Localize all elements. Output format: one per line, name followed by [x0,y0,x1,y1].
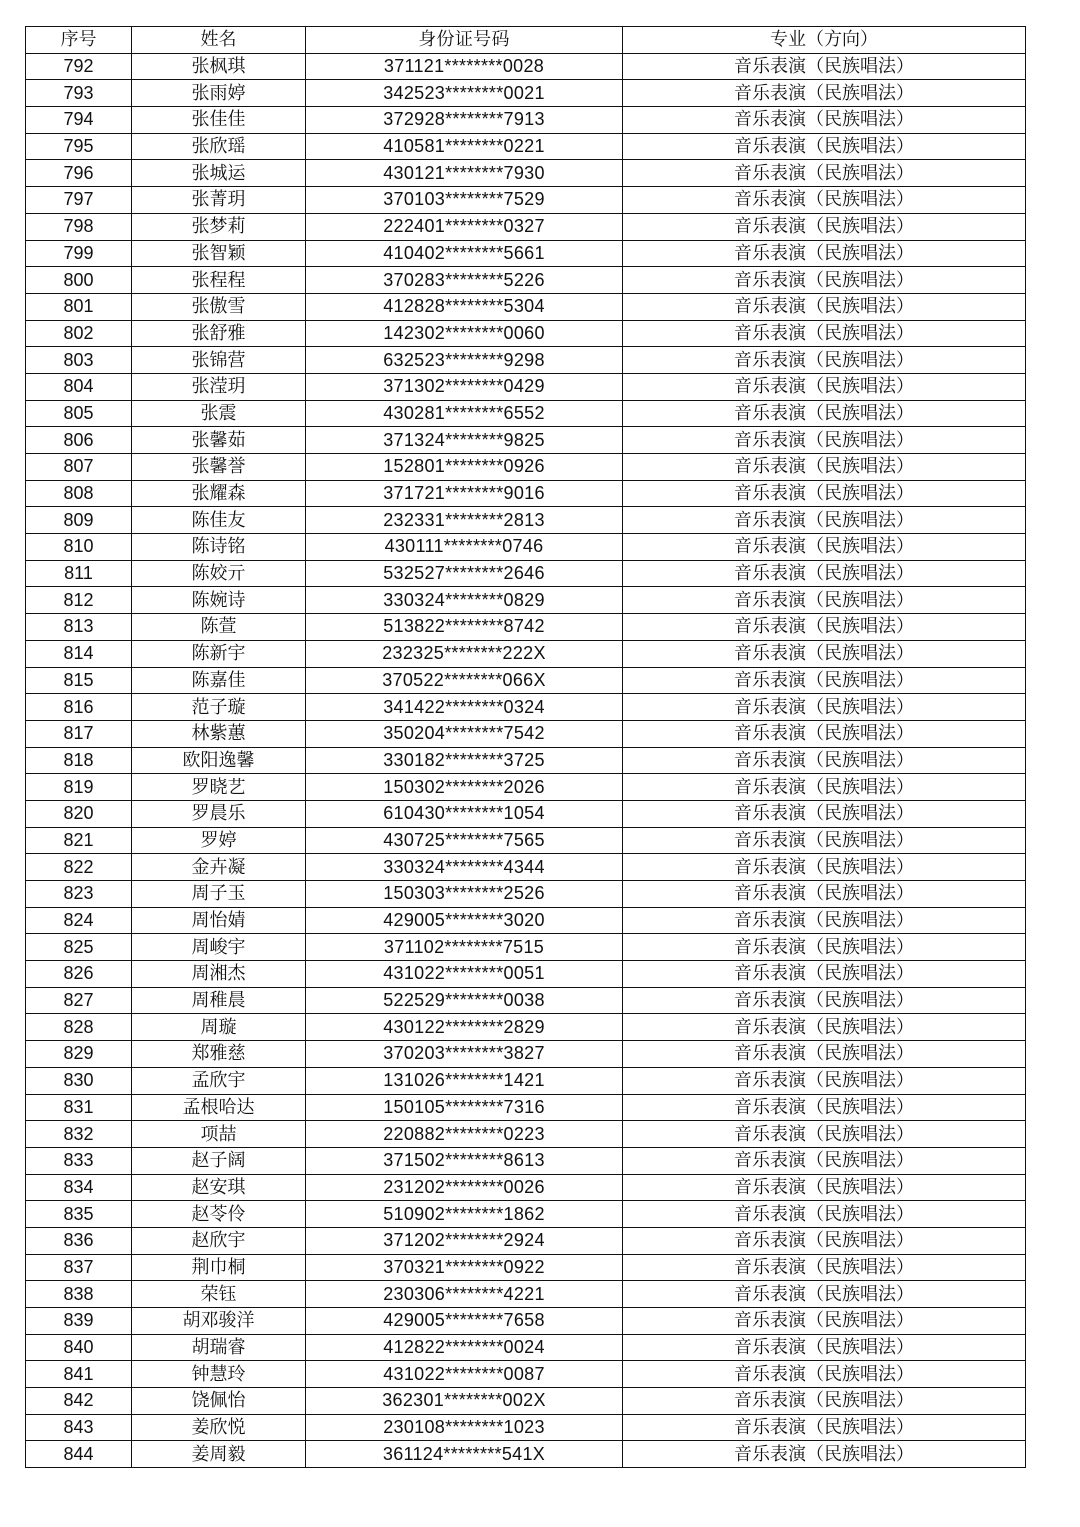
table-row [26,987,1026,1014]
cell-name: 张震 [132,400,306,427]
cell-no: 793 [26,80,132,107]
cell-id: 330324********4344 [306,854,623,881]
cell-major: 音乐表演（民族唱法） [623,667,1026,694]
table-row [26,854,1026,881]
cell-major: 音乐表演（民族唱法） [623,347,1026,374]
header-no: 序号 [26,27,132,54]
cell-name: 陈婉诗 [132,587,306,614]
cell-major: 音乐表演（民族唱法） [623,854,1026,881]
cell-no: 802 [26,320,132,347]
cell-id: 429005********7658 [306,1308,623,1335]
cell-no: 804 [26,373,132,400]
cell-no: 834 [26,1174,132,1201]
cell-id: 362301********002X [306,1388,623,1415]
table-row [26,347,1026,374]
table-row [26,1174,1026,1201]
cell-no: 799 [26,240,132,267]
cell-no: 810 [26,534,132,561]
cell-name: 金卉凝 [132,854,306,881]
cell-major: 音乐表演（民族唱法） [623,1334,1026,1361]
cell-major: 音乐表演（民族唱法） [623,213,1026,240]
cell-name: 张程程 [132,267,306,294]
cell-no: 819 [26,774,132,801]
table-row [26,1094,1026,1121]
cell-id: 371721********9016 [306,480,623,507]
cell-major: 音乐表演（民族唱法） [623,934,1026,961]
cell-name: 孟欣宇 [132,1067,306,1094]
cell-name: 张耀森 [132,480,306,507]
cell-name: 荣钰 [132,1281,306,1308]
cell-no: 801 [26,293,132,320]
cell-name: 姜周毅 [132,1441,306,1468]
cell-id: 430111********0746 [306,534,623,561]
cell-id: 430281********6552 [306,400,623,427]
cell-major: 音乐表演（民族唱法） [623,1361,1026,1388]
cell-id: 430725********7565 [306,827,623,854]
cell-no: 813 [26,614,132,641]
cell-major: 音乐表演（民族唱法） [623,827,1026,854]
cell-name: 罗晨乐 [132,800,306,827]
cell-major: 音乐表演（民族唱法） [623,747,1026,774]
cell-major: 音乐表演（民族唱法） [623,534,1026,561]
cell-no: 808 [26,480,132,507]
cell-name: 张智颖 [132,240,306,267]
cell-no: 807 [26,454,132,481]
cell-major: 音乐表演（民族唱法） [623,987,1026,1014]
cell-id: 412828********5304 [306,293,623,320]
table-row [26,187,1026,214]
cell-major: 音乐表演（民族唱法） [623,1308,1026,1335]
cell-name: 欧阳逸馨 [132,747,306,774]
cell-no: 812 [26,587,132,614]
cell-name: 姜欣悦 [132,1414,306,1441]
cell-id: 410581********0221 [306,133,623,160]
cell-name: 张馨茹 [132,427,306,454]
cell-id: 532527********2646 [306,560,623,587]
cell-id: 431022********0051 [306,961,623,988]
cell-id: 430122********2829 [306,1014,623,1041]
cell-major: 音乐表演（民族唱法） [623,614,1026,641]
table-row [26,373,1026,400]
table-row [26,427,1026,454]
table-row [26,1361,1026,1388]
cell-name: 周湘杰 [132,961,306,988]
cell-major: 音乐表演（民族唱法） [623,480,1026,507]
cell-no: 835 [26,1201,132,1228]
table-row [26,160,1026,187]
cell-id: 231202********0026 [306,1174,623,1201]
table-row [26,667,1026,694]
cell-major: 音乐表演（民族唱法） [623,160,1026,187]
table-row [26,881,1026,908]
cell-id: 370203********3827 [306,1041,623,1068]
table-row [26,80,1026,107]
cell-major: 音乐表演（民族唱法） [623,907,1026,934]
cell-name: 赵欣宇 [132,1227,306,1254]
table-row [26,133,1026,160]
cell-no: 816 [26,694,132,721]
cell-no: 828 [26,1014,132,1041]
cell-major: 音乐表演（民族唱法） [623,1174,1026,1201]
table-row [26,534,1026,561]
cell-no: 820 [26,800,132,827]
cell-name: 张傲雪 [132,293,306,320]
cell-name: 张梦莉 [132,213,306,240]
cell-id: 370321********0922 [306,1254,623,1281]
table-row [26,1334,1026,1361]
table-row [26,400,1026,427]
cell-id: 510902********1862 [306,1201,623,1228]
header-major: 专业（方向） [623,27,1026,54]
table-row [26,1041,1026,1068]
cell-name: 张城运 [132,160,306,187]
cell-id: 410402********5661 [306,240,623,267]
cell-id: 513822********8742 [306,614,623,641]
cell-no: 809 [26,507,132,534]
cell-id: 610430********1054 [306,800,623,827]
cell-id: 222401********0327 [306,213,623,240]
cell-id: 371502********8613 [306,1147,623,1174]
table-row [26,1201,1026,1228]
cell-no: 822 [26,854,132,881]
cell-major: 音乐表演（民族唱法） [623,1067,1026,1094]
table-row [26,1441,1026,1468]
table-row [26,480,1026,507]
cell-name: 张滢玥 [132,373,306,400]
cell-major: 音乐表演（民族唱法） [623,881,1026,908]
cell-major: 音乐表演（民族唱法） [623,187,1026,214]
table-row [26,587,1026,614]
cell-name: 项喆 [132,1121,306,1148]
cell-major: 音乐表演（民族唱法） [623,720,1026,747]
table-row [26,267,1026,294]
cell-name: 赵安琪 [132,1174,306,1201]
table-row [26,213,1026,240]
table-row [26,1281,1026,1308]
cell-name: 陈萱 [132,614,306,641]
cell-name: 郑雅慈 [132,1041,306,1068]
cell-no: 841 [26,1361,132,1388]
cell-id: 370103********7529 [306,187,623,214]
cell-name: 饶佩怡 [132,1388,306,1415]
table-row [26,907,1026,934]
cell-no: 838 [26,1281,132,1308]
cell-major: 音乐表演（民族唱法） [623,587,1026,614]
cell-id: 370283********5226 [306,267,623,294]
cell-no: 844 [26,1441,132,1468]
cell-major: 音乐表演（民族唱法） [623,240,1026,267]
header-id: 身份证号码 [306,27,623,54]
cell-name: 陈诗铭 [132,534,306,561]
cell-id: 370522********066X [306,667,623,694]
cell-name: 张锦营 [132,347,306,374]
table-row [26,1308,1026,1335]
cell-name: 张菁玥 [132,187,306,214]
cell-no: 795 [26,133,132,160]
cell-major: 音乐表演（民族唱法） [623,267,1026,294]
cell-no: 842 [26,1388,132,1415]
cell-major: 音乐表演（民族唱法） [623,694,1026,721]
table-row [26,614,1026,641]
cell-no: 806 [26,427,132,454]
cell-major: 音乐表演（民族唱法） [623,640,1026,667]
table-body [26,53,1026,1467]
cell-name: 陈嘉佳 [132,667,306,694]
cell-id: 330324********0829 [306,587,623,614]
cell-name: 张雨婷 [132,80,306,107]
cell-name: 胡瑞睿 [132,1334,306,1361]
cell-major: 音乐表演（民族唱法） [623,1094,1026,1121]
cell-id: 342523********0021 [306,80,623,107]
cell-name: 罗晓艺 [132,774,306,801]
cell-major: 音乐表演（民族唱法） [623,774,1026,801]
table-row [26,507,1026,534]
cell-major: 音乐表演（民族唱法） [623,1414,1026,1441]
cell-major: 音乐表演（民族唱法） [623,1254,1026,1281]
table-row [26,694,1026,721]
cell-name: 胡邓骏洋 [132,1308,306,1335]
cell-id: 429005********3020 [306,907,623,934]
cell-id: 152801********0926 [306,454,623,481]
cell-no: 832 [26,1121,132,1148]
cell-major: 音乐表演（民族唱法） [623,133,1026,160]
cell-major: 音乐表演（民族唱法） [623,427,1026,454]
cell-no: 811 [26,560,132,587]
cell-major: 音乐表演（民族唱法） [623,1388,1026,1415]
table-row [26,1067,1026,1094]
cell-id: 341422********0324 [306,694,623,721]
cell-id: 371121********0028 [306,53,623,80]
cell-name: 周怡婧 [132,907,306,934]
cell-id: 150302********2026 [306,774,623,801]
cell-no: 833 [26,1147,132,1174]
cell-no: 826 [26,961,132,988]
cell-id: 232331********2813 [306,507,623,534]
cell-id: 232325********222X [306,640,623,667]
cell-no: 796 [26,160,132,187]
table-header-row [26,27,1026,54]
cell-id: 412822********0024 [306,1334,623,1361]
cell-no: 823 [26,881,132,908]
table-row [26,800,1026,827]
cell-major: 音乐表演（民族唱法） [623,373,1026,400]
table-row [26,560,1026,587]
cell-id: 430121********7930 [306,160,623,187]
cell-name: 张枫琪 [132,53,306,80]
table-row [26,107,1026,134]
cell-major: 音乐表演（民族唱法） [623,1014,1026,1041]
cell-major: 音乐表演（民族唱法） [623,800,1026,827]
cell-name: 陈姣亓 [132,560,306,587]
cell-major: 音乐表演（民族唱法） [623,1121,1026,1148]
cell-name: 陈佳友 [132,507,306,534]
cell-major: 音乐表演（民族唱法） [623,53,1026,80]
table-row [26,1388,1026,1415]
table-row [26,961,1026,988]
cell-major: 音乐表演（民族唱法） [623,400,1026,427]
cell-major: 音乐表演（民族唱法） [623,1041,1026,1068]
cell-name: 孟根哈达 [132,1094,306,1121]
cell-no: 800 [26,267,132,294]
cell-no: 814 [26,640,132,667]
cell-no: 818 [26,747,132,774]
table-row [26,774,1026,801]
table-row [26,1414,1026,1441]
table-row [26,454,1026,481]
cell-major: 音乐表演（民族唱法） [623,961,1026,988]
cell-id: 330182********3725 [306,747,623,774]
cell-id: 371102********7515 [306,934,623,961]
cell-name: 张馨誉 [132,454,306,481]
cell-name: 林紫蕙 [132,720,306,747]
cell-name: 荆巾桐 [132,1254,306,1281]
cell-name: 钟慧玲 [132,1361,306,1388]
cell-major: 音乐表演（民族唱法） [623,1147,1026,1174]
cell-no: 843 [26,1414,132,1441]
cell-major: 音乐表演（民族唱法） [623,454,1026,481]
cell-id: 350204********7542 [306,720,623,747]
cell-no: 840 [26,1334,132,1361]
table-row [26,320,1026,347]
cell-major: 音乐表演（民族唱法） [623,1281,1026,1308]
cell-no: 794 [26,107,132,134]
cell-no: 797 [26,187,132,214]
cell-no: 830 [26,1067,132,1094]
cell-no: 831 [26,1094,132,1121]
cell-id: 361124********541X [306,1441,623,1468]
cell-name: 罗婷 [132,827,306,854]
cell-no: 792 [26,53,132,80]
table-row [26,827,1026,854]
table-row [26,1014,1026,1041]
cell-id: 371302********0429 [306,373,623,400]
table-row [26,240,1026,267]
cell-id: 230108********1023 [306,1414,623,1441]
table-row [26,1254,1026,1281]
cell-name: 周峻宇 [132,934,306,961]
header-name: 姓名 [132,27,306,54]
cell-name: 张舒雅 [132,320,306,347]
cell-no: 798 [26,213,132,240]
cell-major: 音乐表演（民族唱法） [623,1227,1026,1254]
cell-id: 632523********9298 [306,347,623,374]
cell-no: 824 [26,907,132,934]
cell-major: 音乐表演（民族唱法） [623,320,1026,347]
cell-name: 张佳佳 [132,107,306,134]
cell-no: 829 [26,1041,132,1068]
cell-name: 周璇 [132,1014,306,1041]
table-row [26,934,1026,961]
table-row [26,293,1026,320]
cell-id: 150105********7316 [306,1094,623,1121]
cell-major: 音乐表演（民族唱法） [623,507,1026,534]
cell-id: 371324********9825 [306,427,623,454]
table-row [26,747,1026,774]
cell-no: 825 [26,934,132,961]
cell-no: 815 [26,667,132,694]
cell-major: 音乐表演（民族唱法） [623,1201,1026,1228]
cell-no: 817 [26,720,132,747]
cell-major: 音乐表演（民族唱法） [623,1441,1026,1468]
cell-id: 431022********0087 [306,1361,623,1388]
table-row [26,1147,1026,1174]
cell-no: 827 [26,987,132,1014]
cell-no: 803 [26,347,132,374]
admission-list-table [25,26,1026,1468]
cell-id: 371202********2924 [306,1227,623,1254]
cell-id: 142302********0060 [306,320,623,347]
cell-id: 220882********0223 [306,1121,623,1148]
cell-major: 音乐表演（民族唱法） [623,560,1026,587]
cell-no: 805 [26,400,132,427]
cell-major: 音乐表演（民族唱法） [623,80,1026,107]
cell-no: 837 [26,1254,132,1281]
table-row [26,640,1026,667]
cell-no: 836 [26,1227,132,1254]
table-row [26,53,1026,80]
cell-id: 131026********1421 [306,1067,623,1094]
cell-no: 839 [26,1308,132,1335]
table-row [26,1227,1026,1254]
cell-name: 陈新宇 [132,640,306,667]
cell-id: 522529********0038 [306,987,623,1014]
cell-major: 音乐表演（民族唱法） [623,107,1026,134]
cell-id: 230306********4221 [306,1281,623,1308]
table-row [26,1121,1026,1148]
cell-name: 周子玉 [132,881,306,908]
cell-name: 周稚晨 [132,987,306,1014]
cell-no: 821 [26,827,132,854]
cell-name: 赵子阔 [132,1147,306,1174]
table-row [26,720,1026,747]
cell-id: 150303********2526 [306,881,623,908]
cell-id: 372928********7913 [306,107,623,134]
cell-major: 音乐表演（民族唱法） [623,293,1026,320]
cell-name: 张欣瑶 [132,133,306,160]
cell-name: 范子璇 [132,694,306,721]
cell-name: 赵苓伶 [132,1201,306,1228]
